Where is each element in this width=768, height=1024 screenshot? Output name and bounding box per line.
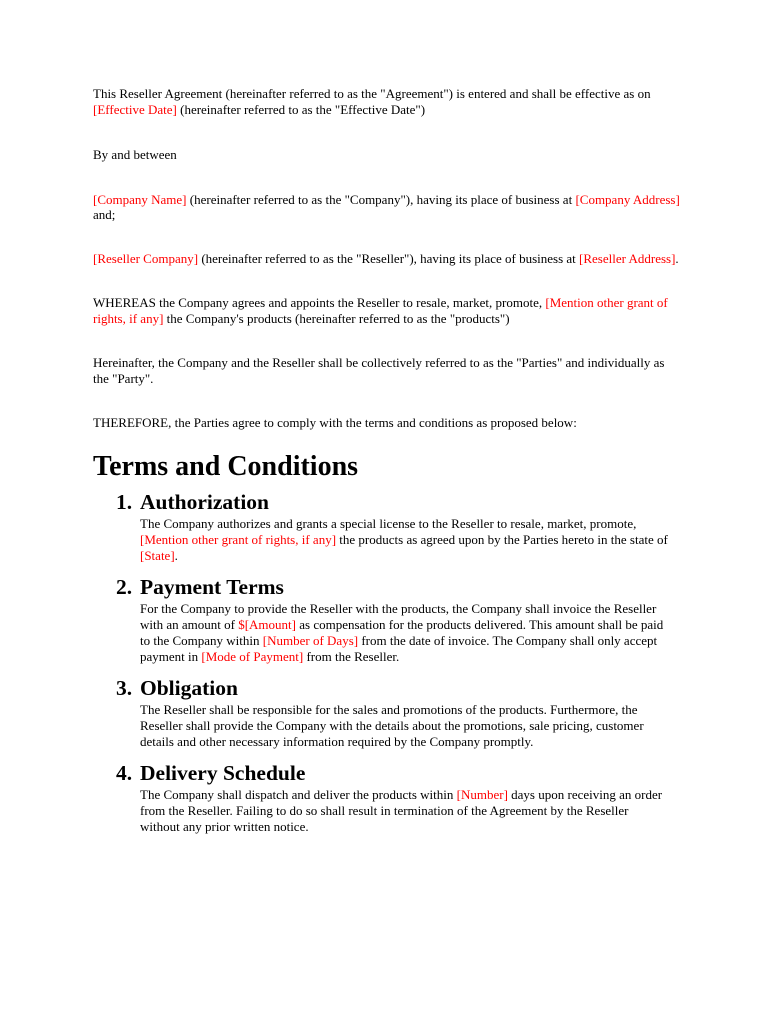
section-body [140,601,670,665]
reseller-text: (hereinafter referred to as the "Reseller"), having its place of business at [198,250,580,266]
mode-of-payment-placeholder: [Mode of Payment] [201,648,304,664]
section-title-text: Delivery Schedule [140,760,306,785]
section-number: 1. [116,489,133,514]
company-name-placeholder: [Company Name] [93,191,187,207]
whereas-text-end: the Company's products (hereinafter referred to as the "products") [163,310,510,326]
section-payment-terms [93,574,683,665]
body-text: The Reseller shall be responsible for the sales and promotions of the products. Furthermore, the Reseller shall provide the Company with the details about the promotions, sale pricing, customer details and other necessary information required by the Company promptly. [140,701,644,749]
section-number: 4. [116,760,133,785]
company-address-placeholder: [Company Address] [575,191,680,207]
body-text: as compensation for the products delivered. This amount shall be paid to the Company within [140,616,664,648]
body-text: from the date of invoice. The Company shall only accept payment in [140,632,658,664]
reseller-address-placeholder: [Reseller Address] [579,250,676,266]
section-title [116,760,683,786]
section-title [116,489,683,515]
intro-text: This Reseller Agreement (hereinafter referred to as the "Agreement") is entered and shall be effective as on [93,86,651,101]
section-title [116,675,683,701]
grant-of-rights-placeholder: [Mention other grant of rights, if any] [140,531,337,547]
amount-placeholder: $[Amount] [238,616,296,632]
section-body [140,702,670,750]
reseller-company-placeholder: [Reseller Company] [93,250,199,266]
whereas-paragraph [93,295,683,326]
company-text: (hereinafter referred to as the "Company"), having its place of business at [186,191,576,207]
effective-date-placeholder: [Effective Date] [93,101,177,117]
by-and-between: By and between [93,147,177,162]
company-paragraph [93,192,683,223]
body-text: For the Company to provide the Reseller with the products, the Company shall invoice the Reseller with an amount of [140,600,657,632]
section-delivery-schedule [93,760,683,835]
number-placeholder: [Number] [456,786,508,802]
number-of-days-placeholder: [Number of Days] [262,632,359,648]
reseller-text-end: . [675,250,679,266]
intro-paragraph [93,86,683,117]
section-obligation [93,675,683,750]
body-text: . [174,547,178,563]
document-body [93,86,683,835]
body-text: days upon receiving an order from the Reseller. Failing to do so shall result in termination of the Agreement by the Reseller without any prior written notice. [140,786,663,834]
body-text: from the Reseller. [303,648,400,664]
section-number: 3. [116,675,133,700]
section-body [140,787,670,835]
body-text: the products as agreed upon by the Parties hereto in the state of [336,531,668,547]
intro-text-end: (hereinafter referred to as the "Effective Date") [176,101,426,117]
sections-list [93,489,683,835]
section-title-text: Payment Terms [140,574,284,599]
whereas-text: WHEREAS the Company agrees and appoints the Reseller to resale, market, promote, [93,295,546,310]
company-text-end: and; [93,207,116,222]
section-body [140,516,670,564]
body-text: The Company authorizes and grants a special license to the Reseller to resale, market, promote, [140,515,637,531]
terms-heading: Terms and Conditions [93,450,359,482]
section-title-text: Authorization [140,489,269,514]
hereinafter-paragraph: Hereinafter, the Company and the Reseller shall be collectively referred to as the "Parties" and individually as the "Party". [93,355,665,386]
body-text: The Company shall dispatch and deliver the products within [140,786,457,802]
reseller-paragraph [93,251,683,267]
section-authorization [93,489,683,564]
state-placeholder: [State] [140,547,175,563]
section-number: 2. [116,574,133,599]
section-title [116,574,683,600]
section-title-text: Obligation [140,675,238,700]
grant-of-rights-placeholder: [Mention other grant of rights, if any] [93,295,668,326]
therefore-paragraph: THEREFORE, the Parties agree to comply with the terms and conditions as proposed below: [93,415,577,430]
